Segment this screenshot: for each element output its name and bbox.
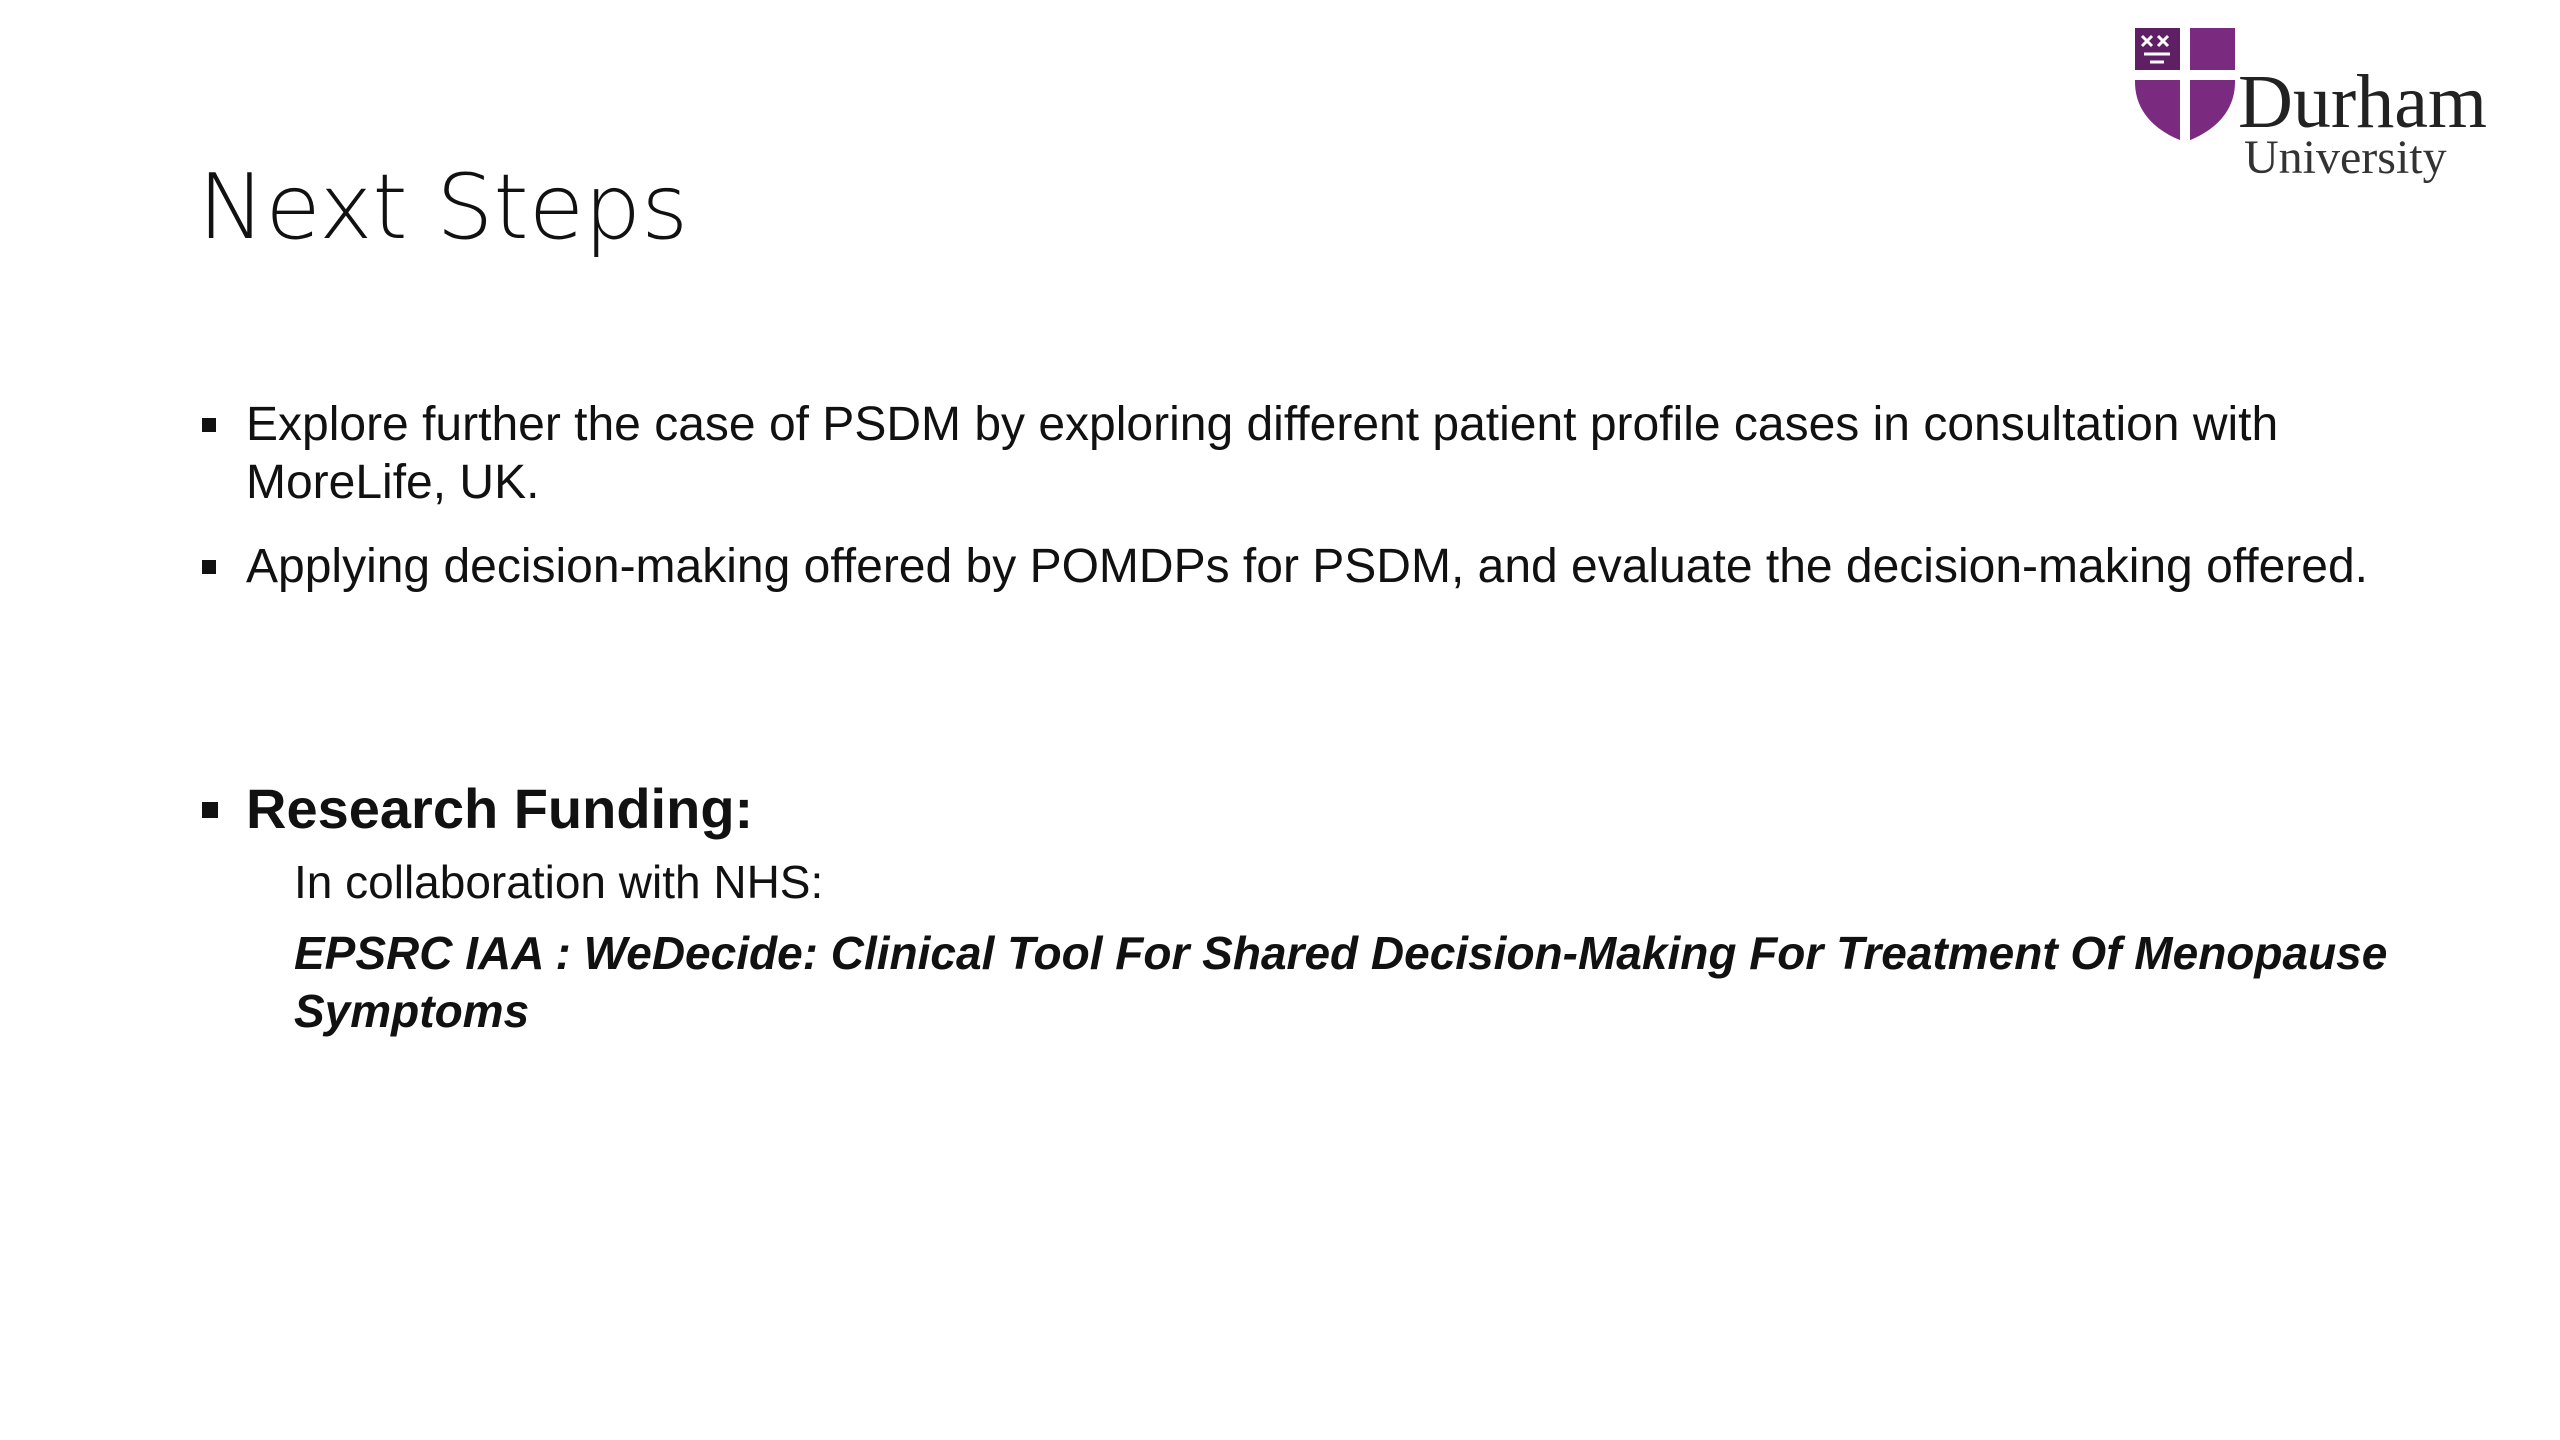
funding-heading-text: Research Funding: xyxy=(246,777,754,840)
funding-heading xyxy=(198,776,2438,842)
collaboration-text: In collaboration with NHS: xyxy=(294,856,824,908)
square-bullet-icon xyxy=(202,418,216,432)
project-title: EPSRC IAA : WeDecide: Clinical Tool For Shared Decision-Making For Treatment Of Menopause Symptoms xyxy=(294,927,2388,1037)
university-crest-icon xyxy=(2130,24,2240,144)
bullet-item xyxy=(198,538,2438,596)
slide-title: Next Steps xyxy=(198,155,689,260)
durham-university-logo xyxy=(2120,24,2520,204)
bullet-list xyxy=(198,396,2438,596)
logo-wordmark: Durham xyxy=(2238,60,2488,144)
bullet-text: Applying decision-making offered by POMDPs for PSDM, and evaluate the decision-making offered. xyxy=(246,540,2368,593)
bullet-item xyxy=(198,396,2438,512)
logo-subtitle: University xyxy=(2244,131,2447,184)
square-bullet-icon xyxy=(202,560,216,574)
research-funding-section xyxy=(198,776,2438,1040)
square-bullet-icon xyxy=(202,802,218,818)
bullet-text: Explore further the case of PSDM by exploring different patient profile cases in consultation with MoreLife, UK. xyxy=(246,398,2279,509)
